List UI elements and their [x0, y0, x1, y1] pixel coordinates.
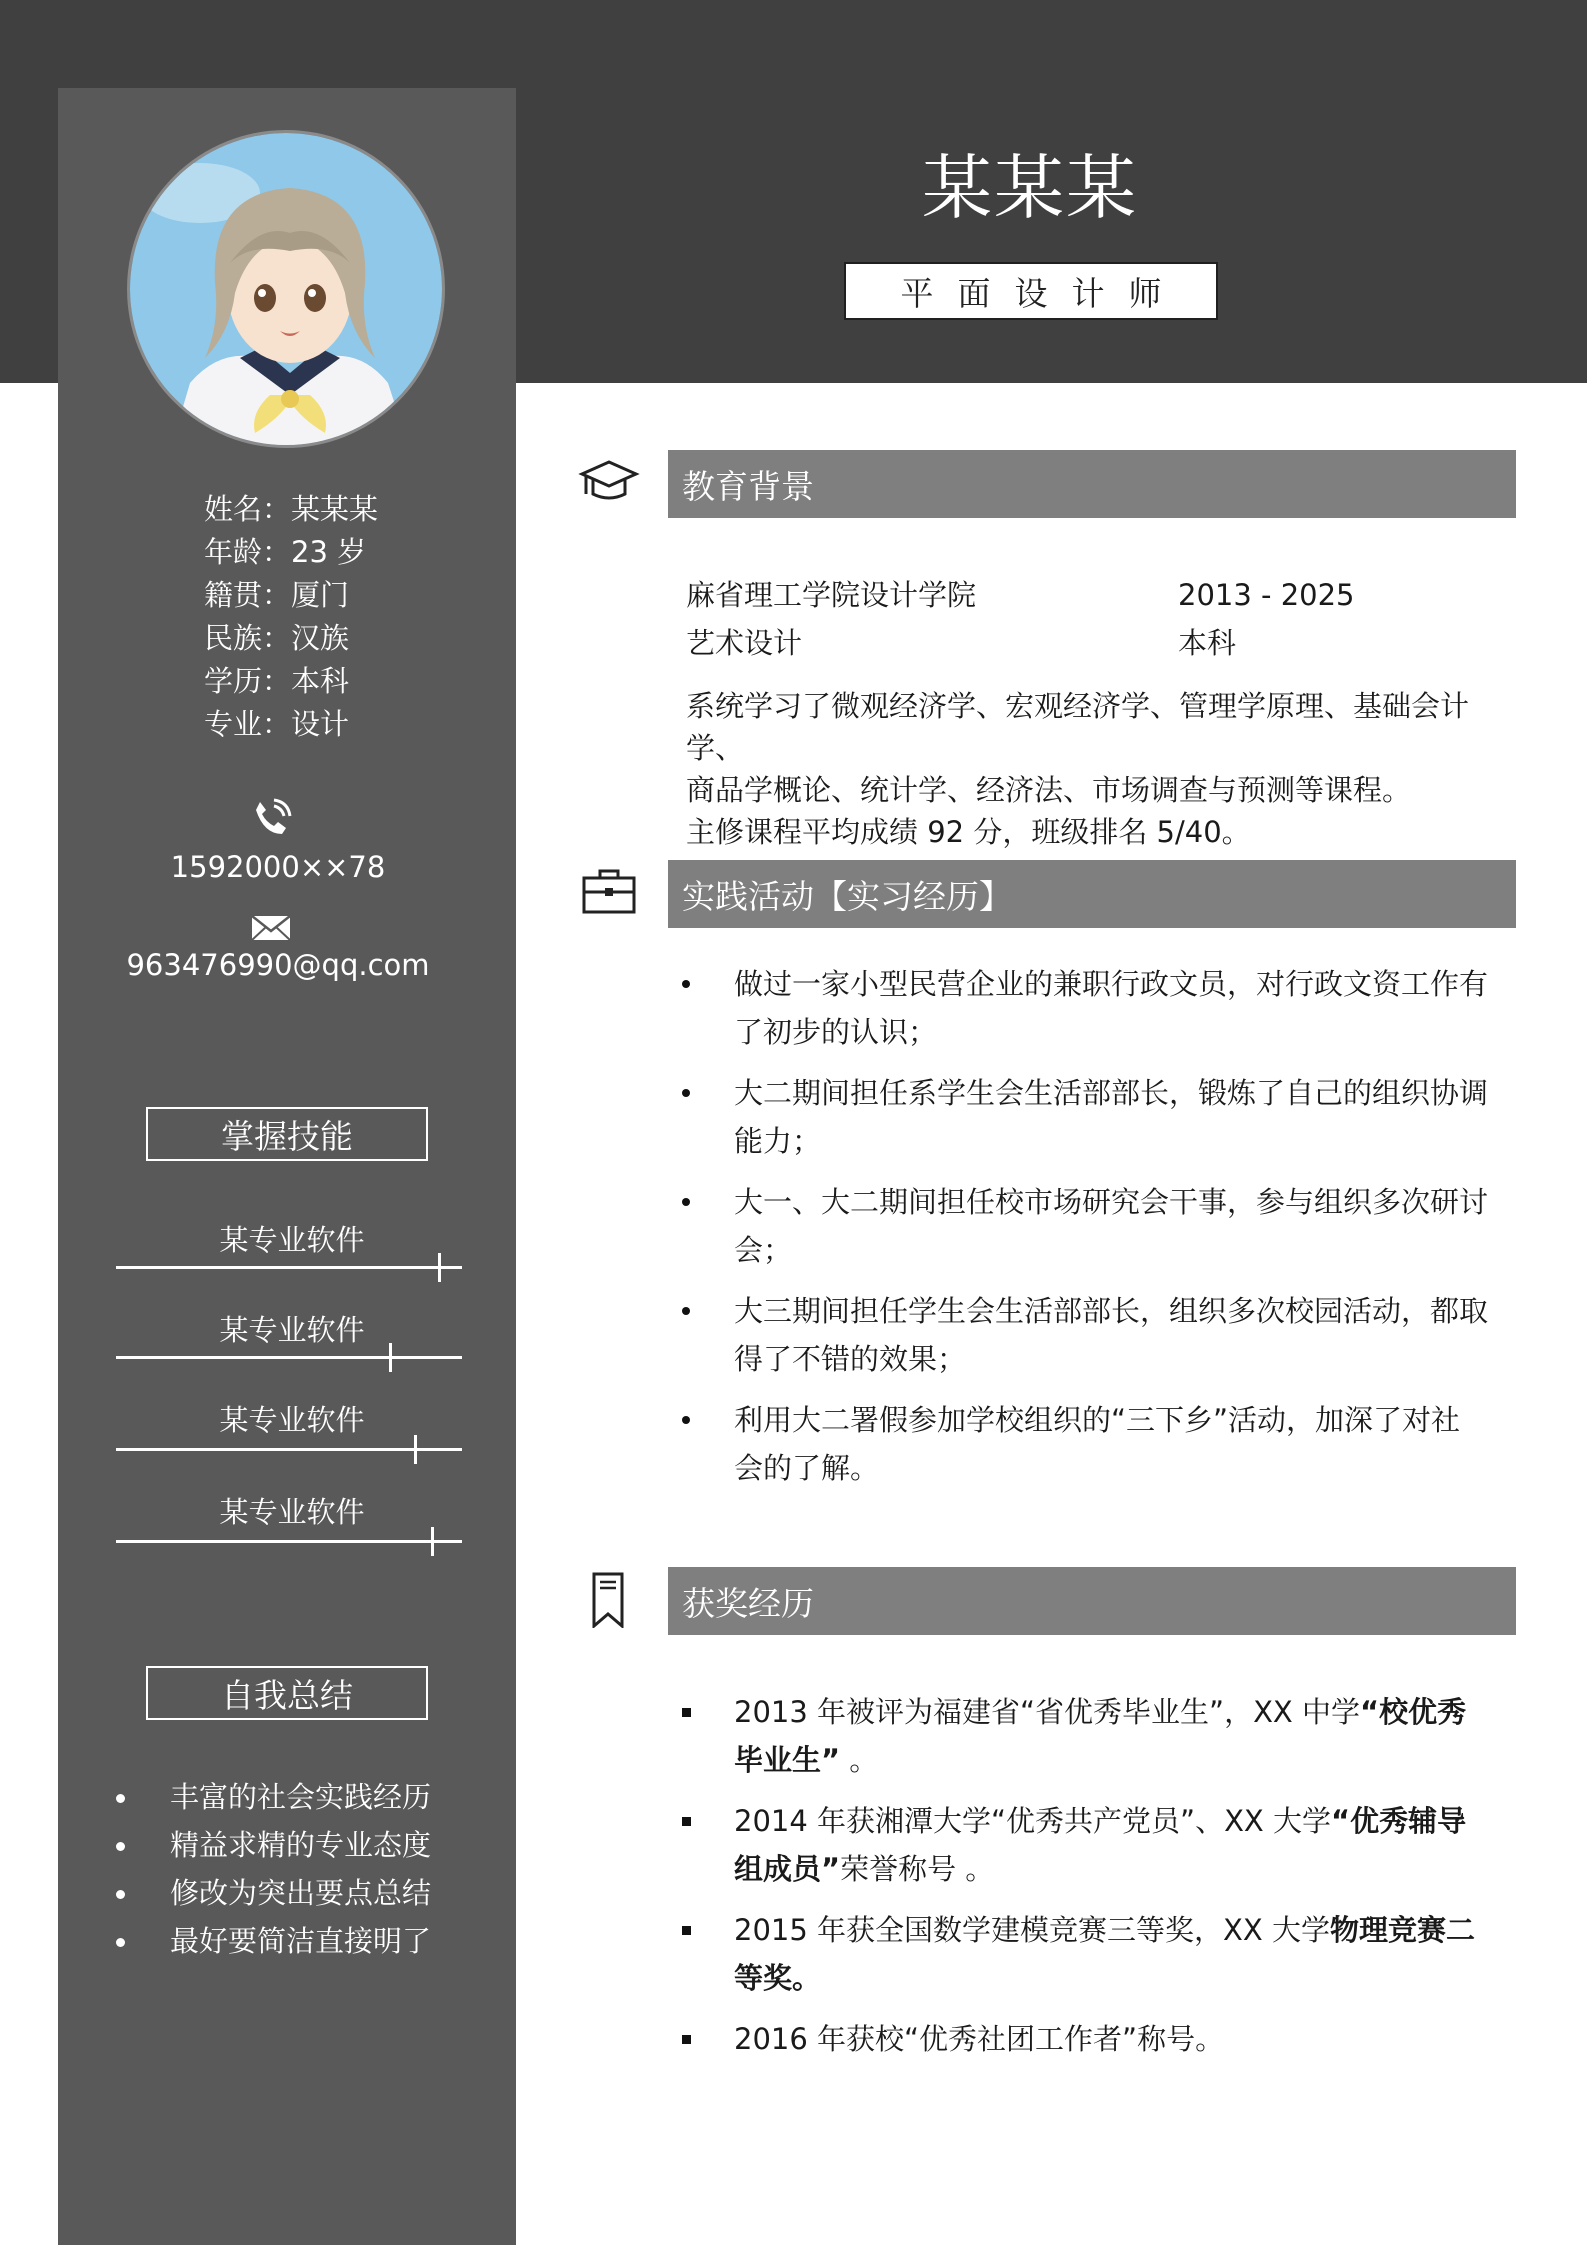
summary-list	[108, 1773, 431, 1965]
education-description: 系统学习了微观经济学、宏观经济学、管理学原理、基础会计学、 商品学概论、统计学、经济法、市场调查与预测等课程。 主修课程平均成绩 92 分，班级排名 5/40。	[686, 689, 1470, 849]
bookmark-icon	[578, 1572, 640, 1624]
skill-bar	[116, 1540, 462, 1543]
skill-label: 某专业软件	[219, 1223, 365, 1257]
degree: 本科	[1178, 626, 1237, 660]
list-item: 精益求精的专业态度	[108, 1821, 431, 1869]
skill-bar	[116, 1448, 462, 1451]
education-heading: 教育背景	[668, 450, 1516, 518]
briefcase-icon	[578, 866, 640, 918]
phone-number: 1592000××78	[170, 850, 386, 884]
skill-label: 某专业软件	[219, 1403, 365, 1437]
list-item: 2016 年获校“优秀社团工作者”称号。	[668, 2015, 1488, 2063]
list-item: 最好要简洁直接明了	[108, 1917, 431, 1965]
graduation-cap-icon	[578, 456, 640, 508]
list-item: 修改为突出要点总结	[108, 1869, 431, 1917]
practice-heading: 实践活动【实习经历】	[668, 860, 1516, 928]
list-item: 利用大二署假参加学校组织的“三下乡”活动，加深了对社会的了解。	[668, 1396, 1488, 1492]
list-item: 2015 年获全国数学建模竞赛三等奖，XX 大学物理竞赛二等奖。	[668, 1906, 1488, 2002]
info-row-age: 年龄：23 岁	[204, 535, 367, 569]
practice-list	[668, 960, 1488, 1505]
skill-bar	[116, 1266, 462, 1269]
school-name: 麻省理工学院设计学院	[686, 578, 977, 612]
list-item: 2013 年被评为福建省“省优秀毕业生”，XX 中学“校优秀毕业生” 。	[668, 1688, 1488, 1784]
list-item: 大二期间担任系学生会生活部部长，锻炼了自己的组织协调能力；	[668, 1069, 1488, 1165]
list-item: 大三期间担任学生会生活部部长，组织多次校园活动，都取得了不错的效果；	[668, 1287, 1488, 1383]
skill-label: 某专业软件	[219, 1495, 365, 1529]
info-row-ethnicity: 民族：汉族	[204, 621, 350, 655]
info-row-education: 学历：本科	[204, 664, 350, 698]
job-title: 平面设计师	[844, 262, 1218, 320]
summary-heading: 自我总结	[146, 1666, 428, 1720]
info-row-major: 专业：设计	[204, 707, 350, 741]
list-item: 丰富的社会实践经历	[108, 1773, 431, 1821]
list-item: 做过一家小型民营企业的兼职行政文员，对行政文资工作有了初步的认识；	[668, 960, 1488, 1056]
major: 艺术设计	[686, 626, 803, 660]
email-address: 963476990@qq.com	[126, 948, 430, 982]
awards-heading: 获奖经历	[668, 1567, 1516, 1635]
skill-knob	[431, 1527, 434, 1556]
skill-label: 某专业软件	[219, 1313, 365, 1347]
skill-bar	[116, 1356, 462, 1359]
phone-icon	[250, 798, 292, 842]
list-item: 2014 年获湘潭大学“优秀共产党员”、XX 大学“优秀辅导组成员”荣誉称号 。	[668, 1797, 1488, 1893]
list-item: 大一、大二期间担任校市场研究会干事，参与组织多次研讨会；	[668, 1178, 1488, 1274]
skill-knob	[414, 1435, 417, 1464]
info-row-hometown: 籍贯：厦门	[204, 578, 350, 612]
awards-list	[668, 1688, 1488, 2076]
skill-knob	[438, 1253, 441, 1282]
info-row-name: 姓名：某某某	[204, 492, 379, 526]
study-years: 2013 - 2025	[1178, 578, 1355, 612]
skills-heading: 掌握技能	[146, 1107, 428, 1161]
person-name: 某某某	[922, 147, 1138, 229]
avatar	[127, 130, 445, 448]
mail-icon	[250, 914, 292, 946]
skill-knob	[389, 1343, 392, 1372]
personal-info	[204, 488, 378, 746]
